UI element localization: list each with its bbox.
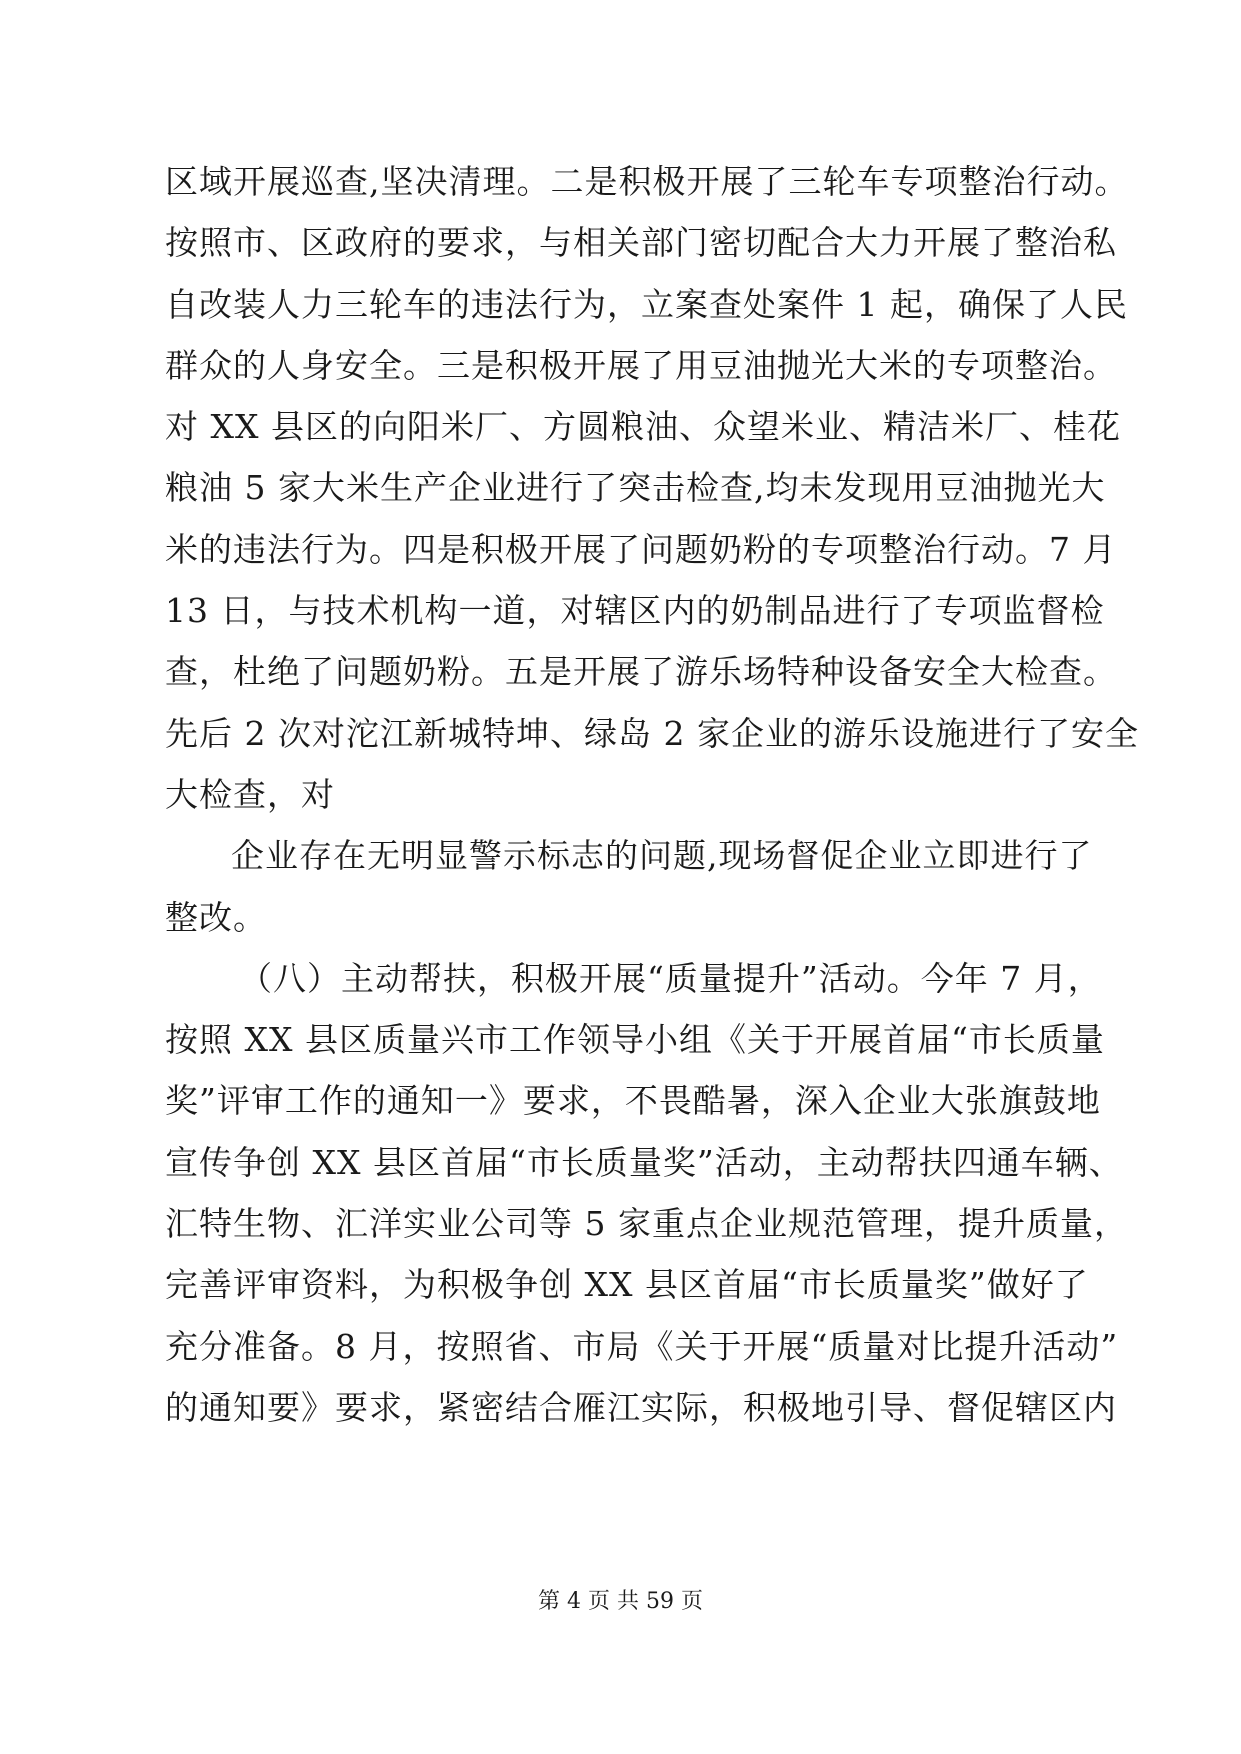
text-line: 对 XX 县区的向阳米厂、方圆粮油、众望米业、精洁米厂、桂花 [165, 407, 1121, 447]
text-line: 按照市、区政府的要求，与相关部门密切配合大力开展了整治私 [165, 223, 1117, 263]
text-line: 先后 2 次对沱江新城特坤、绿岛 2 家企业的游乐设施进行了安全 [165, 713, 1139, 753]
text-line: 宣传争创 XX 县区首届“市长质量奖”活动，主动帮扶四通车辆、 [165, 1142, 1123, 1182]
text-line: 区域开展巡查,坚决清理。二是积极开展了三轮车专项整治行动。 [165, 162, 1129, 201]
text-line: 大检查，对 [165, 774, 335, 814]
text-line: 13 日，与技术机构一道，对辖区内的奶制品进行了专项监督检 [165, 591, 1105, 631]
text-line: 米的违法行为。四是积极开展了问题奶粉的专项整治行动。7 月 [165, 529, 1117, 569]
text-line: 自改装人力三轮车的违法行为，立案查处案件 1 起，确保了人民 [165, 284, 1128, 324]
text-line: 汇特生物、汇洋实业公司等 5 家重点企业规范管理，提升质量， [165, 1204, 1128, 1244]
body-text [165, 151, 1139, 1438]
text-line: 充分准备。8 月，按照省、市局《关于开展“质量对比提升活动” [165, 1326, 1119, 1366]
text-line: 群众的人身安全。三是积极开展了用豆油抛光大米的专项整治。 [165, 345, 1117, 385]
text-line: 粮油 5 家大米生产企业进行了突击检查,均未发现用豆油抛光大 [165, 468, 1106, 508]
text-line: 整改。 [165, 897, 267, 937]
section-heading-line: （八）主动帮扶，积极开展“质量提升”活动。今年 7 月， [239, 958, 1102, 998]
page-number-footer: 第 4 页 共 59 页 [538, 1589, 703, 1614]
text-line: 企业存在无明显警示标志的问题,现场督促企业立即进行了 [231, 836, 1093, 876]
text-line: 按照 XX 县区质量兴市工作领导小组《关于开展首届“市长质量 [165, 1020, 1105, 1060]
text-line: 的通知要》要求，紧密结合雁江实际，积极地引导、督促辖区内 [165, 1387, 1117, 1427]
text-line: 奖”评审工作的通知一》要求，不畏酷暑，深入企业大张旗鼓地 [165, 1081, 1101, 1121]
text-line: 完善评审资料，为积极争创 XX 县区首届“市长质量奖”做好了 [165, 1265, 1089, 1305]
text-line: 查，杜绝了问题奶粉。五是开展了游乐场特种设备安全大检查。 [165, 652, 1117, 692]
